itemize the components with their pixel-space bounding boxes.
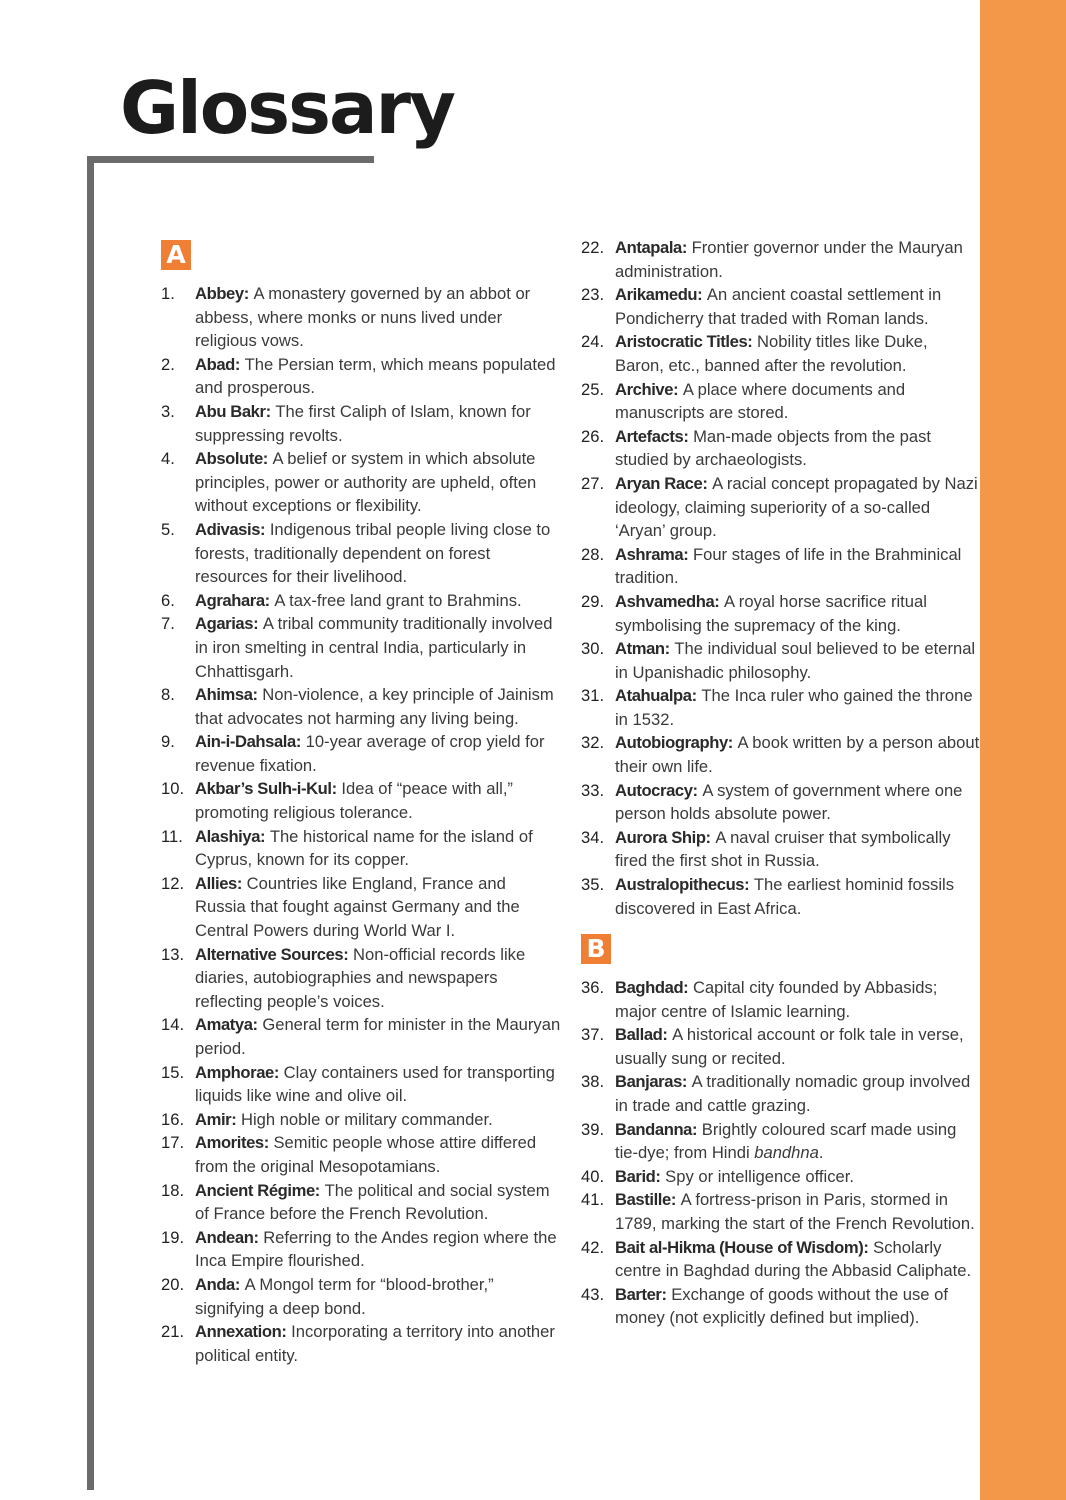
- entry-number: 10.: [161, 779, 185, 799]
- entry-definition-text: Nobility titles like Duke, Baron, etc., banned after the revolution.: [615, 332, 928, 375]
- entry-term: Bait al-Hikma (House of Wisdom):: [615, 1237, 869, 1257]
- glossary-entry: [581, 1188, 981, 1235]
- glossary-entry: [161, 589, 561, 613]
- entry-definition-text: A Mongol term for “blood-brother,” signifying a deep bond.: [195, 1274, 494, 1318]
- glossary-column-left: [161, 282, 561, 1367]
- glossary-entry: [581, 1165, 981, 1189]
- entry-definition-text: High noble or military commander.: [240, 1109, 493, 1129]
- entry-number: 36.: [581, 978, 605, 997]
- entry-term: Bandanna:: [615, 1119, 698, 1139]
- entry-definition-text: Non-official records like diaries, autobiographies and newspapers reflecting people’s voices.: [195, 944, 526, 1011]
- glossary-entry: [161, 1061, 561, 1108]
- entry-term: Akbar’s Sulh-i-Kul:: [195, 779, 337, 799]
- entry-term: Alternative Sources:: [195, 944, 349, 964]
- entry-term: Atman:: [615, 639, 670, 659]
- entry-term: Agrahara:: [195, 590, 270, 610]
- frame-left-rule: [87, 156, 94, 1490]
- glossary-entry: [161, 730, 561, 777]
- entry-number: 39.: [581, 1119, 605, 1139]
- entry-term: Ancient Régime:: [195, 1180, 320, 1200]
- entry-term: Arikamedu:: [615, 285, 703, 305]
- entry-definition: [195, 355, 555, 398]
- entry-term: Archive:: [615, 379, 679, 399]
- entry-definition-text: A traditionally nomadic group involved in trade and cattle grazing.: [615, 1072, 971, 1115]
- glossary-entry: [161, 1320, 561, 1367]
- entry-number: 38.: [581, 1072, 605, 1092]
- entry-number: 19.: [161, 1227, 185, 1247]
- entry-definition-text: Incorporating a territory into another political entity.: [195, 1322, 555, 1365]
- entry-definition-text: Frontier governor under the Mauryan administration.: [615, 238, 963, 281]
- entry-term: Abu Bakr:: [195, 401, 271, 421]
- glossary-entry: [581, 1023, 981, 1070]
- glossary-entry: [161, 1131, 561, 1178]
- entry-definition-text: A tribal community traditionally involved in iron smelting in central India, particularly in Chhattisgarh.: [195, 614, 553, 681]
- entry-term: Abbey:: [195, 284, 249, 303]
- entry-definition: [241, 1110, 493, 1129]
- entry-definition-text: General term for minister in the Mauryan period.: [195, 1015, 561, 1058]
- entry-definition: [274, 591, 521, 610]
- entry-definition-italic: bandhna: [754, 1143, 819, 1163]
- entry-term: Ballad:: [615, 1025, 668, 1045]
- glossary-entry: [581, 873, 981, 920]
- entry-number: 20.: [161, 1274, 185, 1294]
- glossary-entry: [161, 353, 561, 400]
- entry-term: Antapala:: [615, 238, 688, 257]
- entry-definition: [665, 1167, 854, 1186]
- glossary-entry: [581, 637, 981, 684]
- entry-term: Autocracy:: [615, 780, 698, 800]
- entry-term: Aristocratic Titles:: [615, 332, 753, 352]
- entry-term: Amir:: [195, 1109, 237, 1129]
- entry-term: Amatya:: [195, 1015, 258, 1035]
- entry-number: 23.: [581, 285, 605, 305]
- entry-definition-text: Clay containers used for transporting liquids like wine and olive oil.: [195, 1062, 555, 1106]
- glossary-entry: [161, 1013, 561, 1060]
- section-letter-b: B: [581, 934, 611, 964]
- entry-number: 2.: [161, 354, 175, 374]
- glossary-entry: [161, 683, 561, 730]
- entry-definition-text: Idea of “peace with all,” promoting religious tolerance.: [195, 779, 513, 823]
- entry-term: Alashiya:: [195, 826, 266, 846]
- entry-term: Atahualpa:: [615, 686, 697, 706]
- entry-term: Aurora Ship:: [615, 827, 711, 847]
- entry-term: Baghdad:: [615, 978, 689, 997]
- entry-definition-text: Exchange of goods without the use of money (not explicitly defined but implied).: [615, 1284, 948, 1328]
- entry-definition-text: A royal horse sacrifice ritual symbolising the supremacy of the king.: [615, 591, 927, 635]
- glossary-entry: [581, 425, 981, 472]
- entry-number: 7.: [161, 614, 175, 634]
- entry-definition-text: Semitic people whose attire differed from the original Mesopotamians.: [195, 1133, 537, 1176]
- glossary-entry: [581, 1236, 981, 1283]
- entry-term: Anda:: [195, 1274, 241, 1294]
- glossary-entry: [581, 731, 981, 778]
- entry-term: Amorites:: [195, 1133, 269, 1153]
- entry-definition: [615, 1025, 964, 1068]
- entry-definition-text: Referring to the Andes region where the Inca Empire flourished.: [195, 1227, 557, 1271]
- entry-number: 24.: [581, 332, 605, 352]
- glossary-column-right-b: [581, 976, 981, 1330]
- glossary-entry: [581, 330, 981, 377]
- entry-number: 33.: [581, 780, 605, 800]
- glossary-entry: [581, 1283, 981, 1330]
- glossary-entry: [161, 518, 561, 589]
- entry-term: Artefacts:: [615, 426, 689, 446]
- glossary-entry: [581, 976, 981, 1023]
- frame-top-rule: [87, 156, 374, 163]
- glossary-entry: [161, 872, 561, 943]
- entry-term: Ashrama:: [615, 544, 689, 564]
- glossary-entry: [581, 826, 981, 873]
- entry-definition-text: A fortress-prison in Paris, stormed in 1789, marking the start of the French Revolution.: [615, 1190, 975, 1233]
- page-title: Glossary: [120, 66, 454, 150]
- entry-number: 30.: [581, 639, 605, 659]
- glossary-entry: [161, 825, 561, 872]
- entry-definition-text: Spy or intelligence officer.: [665, 1166, 854, 1186]
- entry-number: 40.: [581, 1166, 605, 1186]
- entry-number: 14.: [161, 1015, 185, 1035]
- entry-number: 8.: [161, 685, 175, 705]
- entry-term: Allies:: [195, 873, 242, 893]
- entry-number: 1.: [161, 284, 175, 303]
- glossary-entry: [581, 779, 981, 826]
- entry-definition-text: The historical name for the island of Cyprus, known for its copper.: [195, 826, 533, 870]
- entry-number: 9.: [161, 732, 175, 752]
- entry-number: 4.: [161, 449, 175, 469]
- entry-number: 27.: [581, 473, 605, 493]
- entry-number: 3.: [161, 401, 175, 421]
- entry-number: 28.: [581, 544, 605, 564]
- glossary-entry: [581, 236, 981, 283]
- entry-definition-text: A racial concept propagated by Nazi ideology, claiming superiority of a so-called ‘Aryan’ group.: [615, 473, 978, 541]
- entry-definition-text: Four stages of life in the Brahminical tradition.: [615, 544, 962, 588]
- glossary-entry: [161, 400, 561, 447]
- entry-term: Amphorae:: [195, 1062, 279, 1082]
- entry-definition-text: A place where documents and manuscripts are stored.: [615, 379, 906, 423]
- entry-term: Bastille:: [615, 1190, 676, 1210]
- entry-definition-text: A monastery governed by an abbot or abbess, where monks or nuns lived under religious vows.: [195, 284, 531, 351]
- glossary-entry: [581, 684, 981, 731]
- glossary-entry: [581, 1070, 981, 1117]
- entry-term: Adivasis:: [195, 519, 266, 539]
- glossary-entry: [581, 472, 981, 543]
- entry-number: 32.: [581, 733, 605, 753]
- entry-definition-text: A belief or system in which absolute principles, power or authority are upheld, often without exceptions or flexibility.: [195, 449, 537, 516]
- section-letter-a: A: [161, 240, 191, 270]
- entry-definition-text: The Persian term, which means populated and prosperous.: [195, 354, 556, 398]
- glossary-entry: [161, 943, 561, 1014]
- entry-definition-text: The individual soul believed to be eternal in Upanishadic philosophy.: [615, 639, 976, 682]
- entry-number: 31.: [581, 686, 605, 706]
- entry-definition: [195, 1275, 494, 1318]
- entry-definition-after: .: [818, 1143, 824, 1163]
- entry-term: Andean:: [195, 1227, 259, 1247]
- glossary-entry: [581, 543, 981, 590]
- entry-definition-text: The Inca ruler who gained the throne in 1532.: [615, 686, 973, 729]
- entry-definition-text: 10-year average of crop yield for revenue fixation.: [195, 732, 545, 775]
- entry-number: 37.: [581, 1025, 605, 1045]
- entry-term: Ahimsa:: [195, 685, 258, 705]
- entry-definition-text: A naval cruiser that symbolically fired the first shot in Russia.: [615, 827, 951, 871]
- entry-number: 35.: [581, 875, 605, 895]
- entry-number: 11.: [161, 826, 183, 846]
- entry-definition-text: The earliest hominid fossils discovered in East Africa.: [615, 875, 955, 918]
- entry-term: Aryan Race:: [615, 473, 708, 493]
- glossary-column-right-a: [581, 236, 981, 920]
- entry-definition-text: An ancient coastal settlement in Pondicherry that traded with Roman lands.: [615, 285, 942, 328]
- entry-term: Australopithecus:: [615, 875, 750, 895]
- entry-number: 6.: [161, 590, 175, 610]
- entry-definition-text: A book written by a person about their own life.: [615, 733, 980, 777]
- entry-term: Ain-i-Dahsala:: [195, 732, 301, 752]
- entry-number: 16.: [161, 1109, 185, 1129]
- entry-number: 12.: [161, 873, 185, 893]
- entry-number: 25.: [581, 379, 605, 399]
- entry-definition-text: The first Caliph of Islam, known for suppressing revolts.: [195, 401, 531, 445]
- entry-definition-text: Scholarly centre in Baghdad during the Abbasid Caliphate.: [615, 1237, 972, 1281]
- glossary-entry: [161, 777, 561, 824]
- glossary-entry: [581, 1118, 981, 1165]
- entry-definition-text: The political and social system of France before the French Revolution.: [195, 1180, 550, 1224]
- orange-side-strip: [980, 0, 1066, 1500]
- entry-number: 21.: [161, 1322, 185, 1342]
- glossary-entry: [581, 378, 981, 425]
- entry-number: 26.: [581, 426, 605, 446]
- glossary-entry: [581, 283, 981, 330]
- entry-number: 43.: [581, 1284, 605, 1304]
- entry-term: Barid:: [615, 1166, 661, 1186]
- entry-number: 41.: [581, 1190, 605, 1210]
- glossary-entry: [161, 447, 561, 518]
- entry-number: 5.: [161, 519, 175, 539]
- glossary-entry: [161, 1108, 561, 1132]
- glossary-entry: [161, 1226, 561, 1273]
- glossary-entry: [161, 612, 561, 683]
- entry-definition-text: Capital city founded by Abbasids; major centre of Islamic learning.: [615, 978, 938, 1021]
- entry-term: Ashvamedha:: [615, 591, 720, 611]
- entry-number: 34.: [581, 827, 605, 847]
- entry-term: Autobiography:: [615, 733, 733, 753]
- entry-number: 15.: [161, 1062, 185, 1082]
- entry-definition-text: A system of government where one person holds absolute power.: [615, 780, 963, 824]
- entry-term: Agarias:: [195, 614, 259, 634]
- glossary-entry: [161, 1179, 561, 1226]
- entry-definition: [195, 874, 520, 940]
- entry-term: Abad:: [195, 354, 241, 374]
- entry-term: Absolute:: [195, 449, 268, 469]
- entry-term: Banjaras:: [615, 1072, 688, 1092]
- entry-number: 18.: [161, 1180, 185, 1200]
- entry-number: 17.: [161, 1133, 185, 1153]
- entry-number: 29.: [581, 591, 605, 611]
- entry-definition-text: Countries like England, France and Russia that fought against Germany and the Central Powers during World War I.: [195, 873, 520, 941]
- entry-term: Annexation:: [195, 1322, 287, 1342]
- entry-definition: [615, 639, 975, 682]
- entry-term: Barter:: [615, 1284, 667, 1304]
- entry-definition-text: Brightly coloured scarf made using tie-dye; from Hindi: [615, 1119, 957, 1163]
- glossary-entry: [161, 1273, 561, 1320]
- entry-number: 13.: [161, 944, 185, 964]
- entry-definition-text: A historical account or folk tale in verse, usually sung or recited.: [615, 1025, 964, 1068]
- entry-definition-text: A tax-free land grant to Brahmins.: [274, 590, 522, 610]
- entry-definition-text: Indigenous tribal people living close to forests, traditionally dependent on forest resources for their livelihood.: [195, 519, 551, 587]
- glossary-entry: [581, 590, 981, 637]
- entry-number: 22.: [581, 238, 605, 257]
- entry-definition-text: Non-violence, a key principle of Jainism that advocates not harming any living being.: [195, 685, 554, 728]
- entry-number: 42.: [581, 1237, 605, 1257]
- glossary-entry: [161, 282, 561, 353]
- entry-definition-text: Man-made objects from the past studied by archaeologists.: [615, 426, 932, 470]
